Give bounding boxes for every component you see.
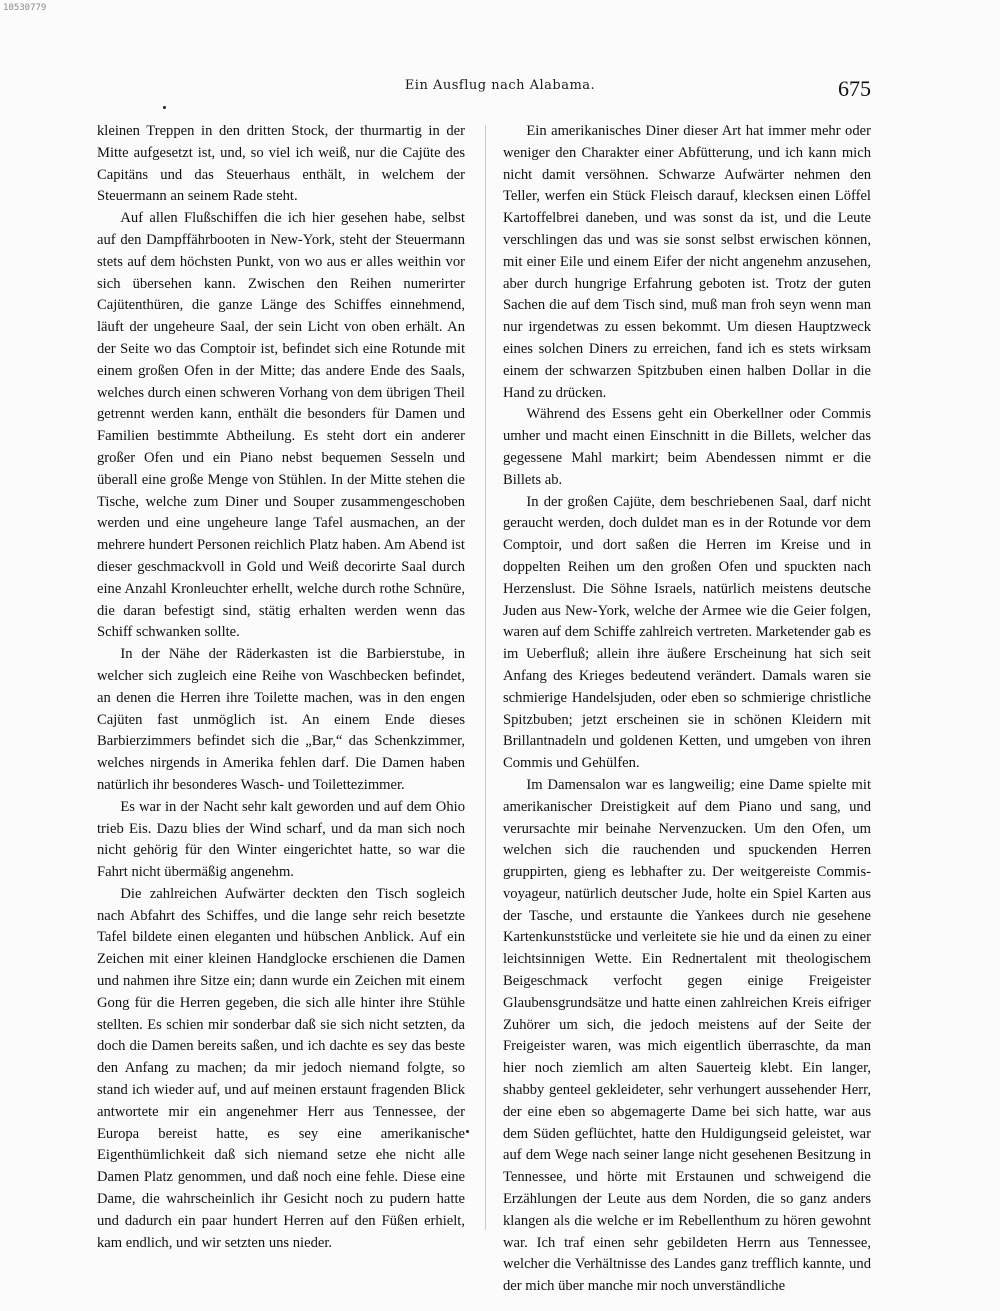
paragraph: In der Nähe der Räderkasten ist die Barbierstube, in welcher sich zugleich eine Reihe von Waschbecken befindet, an denen die Herren ihre Toilette machen, was in den engen Cajüten fast unmöglich ist. An einem Ende dieses Barbierzimmers befindet sich die „Bar,“ das Schenkzimmer, welches nirgends in Amerika fehlen darf. Die Damen haben natürlich ihr besonderes Wasch- und Toilettezimmer. xyxy=(97,646,465,793)
paragraph: Während des Essens geht ein Oberkellner oder Commis umher und macht einen Einschnitt in die Billets, welcher das gegessene Mahl markirt; beim Abendessen nimmt er die Billets ab. xyxy=(503,406,871,488)
scan-id-label: 10530779 xyxy=(3,3,47,13)
paragraph: Ein amerikanisches Diner dieser Art hat immer mehr oder weniger den Charakter einer Abfütterung, und ich kann mich nicht damit versöhnen. Schwarze Aufwärter nehmen den Teller, werfen ein Stück Fleisch darauf, klecksen einen Löffel Kartoffelbrei daneben, und was sonst da ist, und die Leute verschlingen das und was sie sonst selbst erwischen können, mit einer Eile und einem Eifer der nicht angenehm anzusehen, aber durch hungrige Erfahrung geboten ist. Trotz der guten Sachen die auf dem Tisch sind, muß man froh seyn wenn man nur irgendetwas zu essen bekommt. Um diesen Hauptzweck eines solchen Diners zu erreichen, fand ich es stets wirksam einem der schwarzen Spitzbuben einen halben Dollar in die Hand zu drücken. xyxy=(503,123,871,401)
paragraph: In der großen Cajüte, dem beschriebenen Saal, darf nicht geraucht werden, doch duldet man es in der Rotunde vor dem Comptoir, und dort saßen die Herren im Kreise und in doppelten Reihen um den großen Ofen und spuckten nach Herzenslust. Die Söhne Israels, natürlich meistens deutsche Juden aus New-York, welche der Armee wie die Geier folgen, waren auf dem Schiffe zahlreich vertreten. Marketender gab es im Ueberfluß; allein ihre äußere Erscheinung hat sich seit Anfang des Krieges bedeutend verändert. Damals waren sie schmierige Handelsjuden, oder eben so schmierige christliche Spitzbuben; jetzt erscheinen sie in schönen Kleidern mit Brillantnadeln und goldenen Ketten, und umgeben von ihren Commis und Gehülfen. xyxy=(503,493,871,772)
ink-speck xyxy=(466,1130,469,1133)
paragraph: Die zahlreichen Aufwärter deckten den Tisch sogleich nach Abfahrt des Schiffes, und die lange sehr reich besetzte Tafel bildete einen eleganten und hübschen Anblick. Auf ein Zeichen mit einer kleinen Handglocke erschienen die Damen und nahmen ihre Sitze ein; dann wurde ein Zeichen mit einem Gong für die Herren gegeben, die sich alle hinter ihre Stühle stellten. Es schien mir sonderbar daß sie sich nicht setzten, da doch die Damen bereits saßen, und ich dachte es sey das beste den Anfang zu machen; da mir jedoch niemand folgte, so stand ich wieder auf, und auf meinen erstaunt fragenden Blick antwortete mir ein angenehmer Herr aus Tennessee, der Europa bereist hatte, es sey eine amerikanische Eigenthümlichkeit daß sich niemand setze ehe nicht alle Damen Platz genommen, und daß noch eine fehle. Diese eine Dame, die wahrscheinlich ihr Gesicht noch zu pudern hatte und dadurch ein paar hundert Herren auf den Füßen erhielt, kam endlich, und wir setzten uns nieder. xyxy=(97,885,465,1251)
right-column xyxy=(503,121,871,1298)
paragraph: Im Damensalon war es langweilig; eine Dame spielte mit amerikanischer Dreistigkeit auf dem Piano und sang, und verursachte mir beinahe Nervenzucken. Um den Ofen, um welchen sich die rauchenden und spuckenden Herren gruppirten, gieng es lebhafter zu. Der weitgereiste Commis-voyageur, natürlich deutscher Jude, holte ein Spiel Karten aus der Tasche, und erstaunte die Yankees durch nie gesehene Kartenkunststücke und verleitete sie hie und da einen zu einer leichtsinnigen Wette. Ein Rednertalent mit theologischem Beigeschmack verfocht gegen einige Freigeister Glaubensgrundsätze und hatte einen zahlreichen Kreis eifriger Zuhörer um sich, die jedoch meistens auf der Seite der Freigeister waren, was mich eigentlich überraschte, da man hier noch ziemlich am alten Sauerteig klebt. Ein langer, shabby genteel gekleideter, sehr verhungert aussehender Herr, der eine eben so abgemagerte Dame bei sich hatte, war aus dem Süden geflüchtet, hatte den Huldigungseid geleistet, war auf dem Wege nach seiner lange nicht gesehenen Besitzung in Tennessee, und hörte mit Erstaunen und schweigend die Erzählungen der Leute aus dem Norden, die so ganz anders klangen als die welche er im Rebellenthum zu hören gewohnt war. Ich traf einen sehr gebildeten Herrn aus Tennessee, welcher die Verhältnisse des Landes ganz trefflich kannte, und der mich über manche mir noch unverständliche xyxy=(503,776,871,1295)
page-number: 675 xyxy=(838,76,871,101)
paragraph: Auf allen Flußschiffen die ich hier gesehen habe, selbst auf den Dampffährbooten in New-York, steht der Steuermann stets auf dem höchsten Punkt, von wo aus er alles weithin vor sich übersehen kann. Zwischen den Reihen numerirter Cajütenthüren, die ganze Länge des Schiffes einnehmend, läuft der ungeheure Saal, der sein Licht von oben erhält. An der Seite wo das Comptoir ist, befindet sich eine Rotunde mit einem großen Ofen in der Mitte; das andere Ende des Saals, welches durch einen schweren Vorhang von dem übrigen Theil getrennt werden kann, enthält die besonders für Damen und Familien bestimmte Abtheilung. Es steht dort ein anderer großer Ofen und ein Piano nebst bequemen Sesseln und überall eine große Menge von Stühlen. In der Mitte stehen die Tische, welche zum Diner und Souper zusammengeschoben werden und eine ungeheure lange Tafel ausmachen, an der mehrere hundert Personen reichlich Platz haben. Am Abend ist dieser geschmackvoll in Gold und Weiß decorirte Saal durch eine Anzahl Kronleuchter erhellt, welche durch rothe Schnüre, die daran befestigt sind, stätig erhalten werden wenn das Schiff schwanken sollte. xyxy=(97,210,465,641)
ink-speck xyxy=(163,106,166,109)
left-column xyxy=(97,121,465,1254)
column-divider xyxy=(485,125,486,1230)
paragraph: kleinen Treppen in den dritten Stock, der thurmartig in der Mitte aufgesetzt ist, und, so viel ich weiß, nur die Cajüte des Capitäns und das Steuerhaus enthält, in welchem der Steuermann an seinem Rade steht. xyxy=(97,123,465,205)
running-title: Ein Ausflug nach Alabama. xyxy=(404,78,596,93)
paragraph: Es war in der Nacht sehr kalt geworden und auf dem Ohio trieb Eis. Dazu blies der Wind scharf, und da man sich noch nicht gehörig für den Winter eingerichtet hatte, so war die Fahrt nicht übermäßig angenehm. xyxy=(97,798,465,881)
